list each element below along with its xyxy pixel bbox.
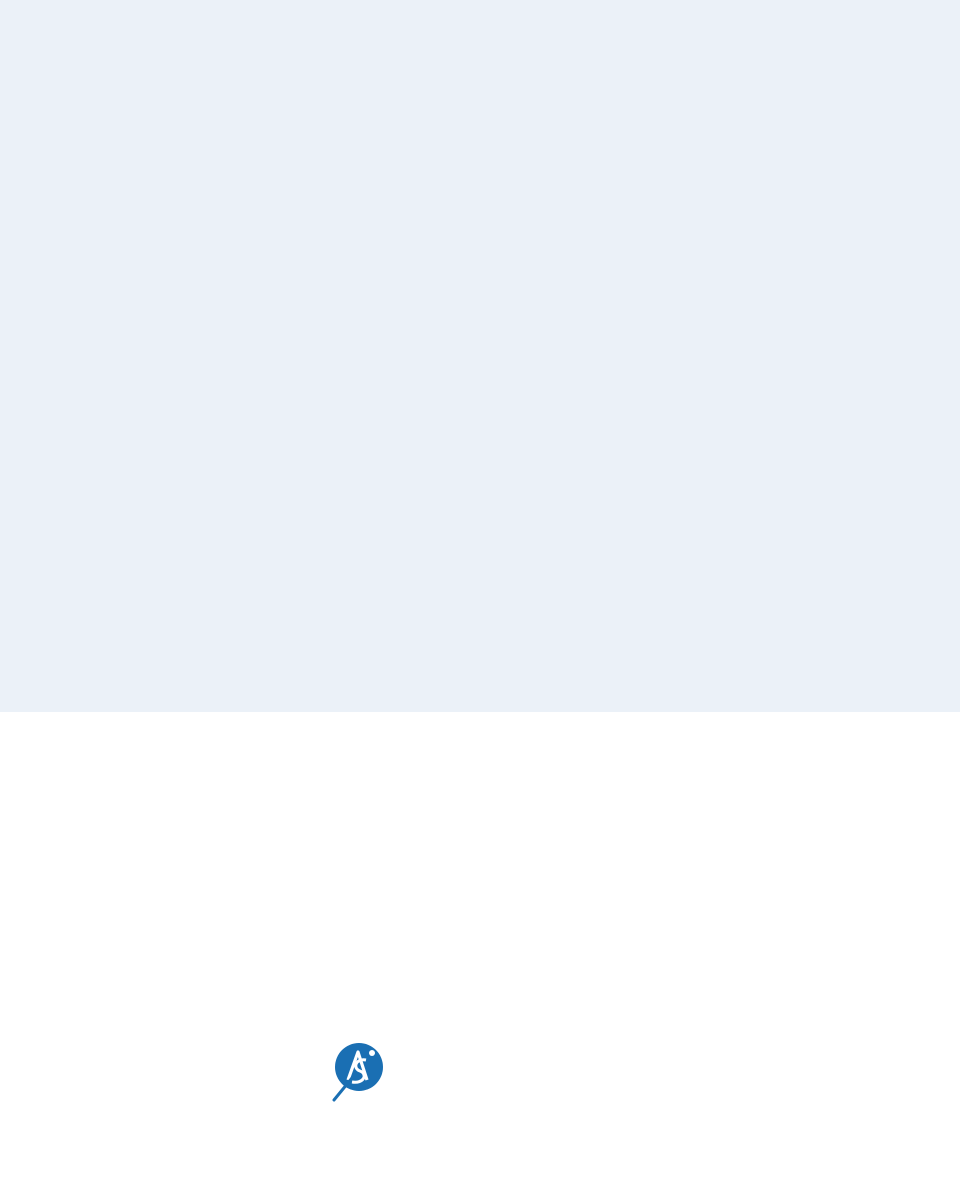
brand: [330, 1040, 390, 1104]
afterschool-alliance-logo-icon: [330, 1040, 384, 1104]
